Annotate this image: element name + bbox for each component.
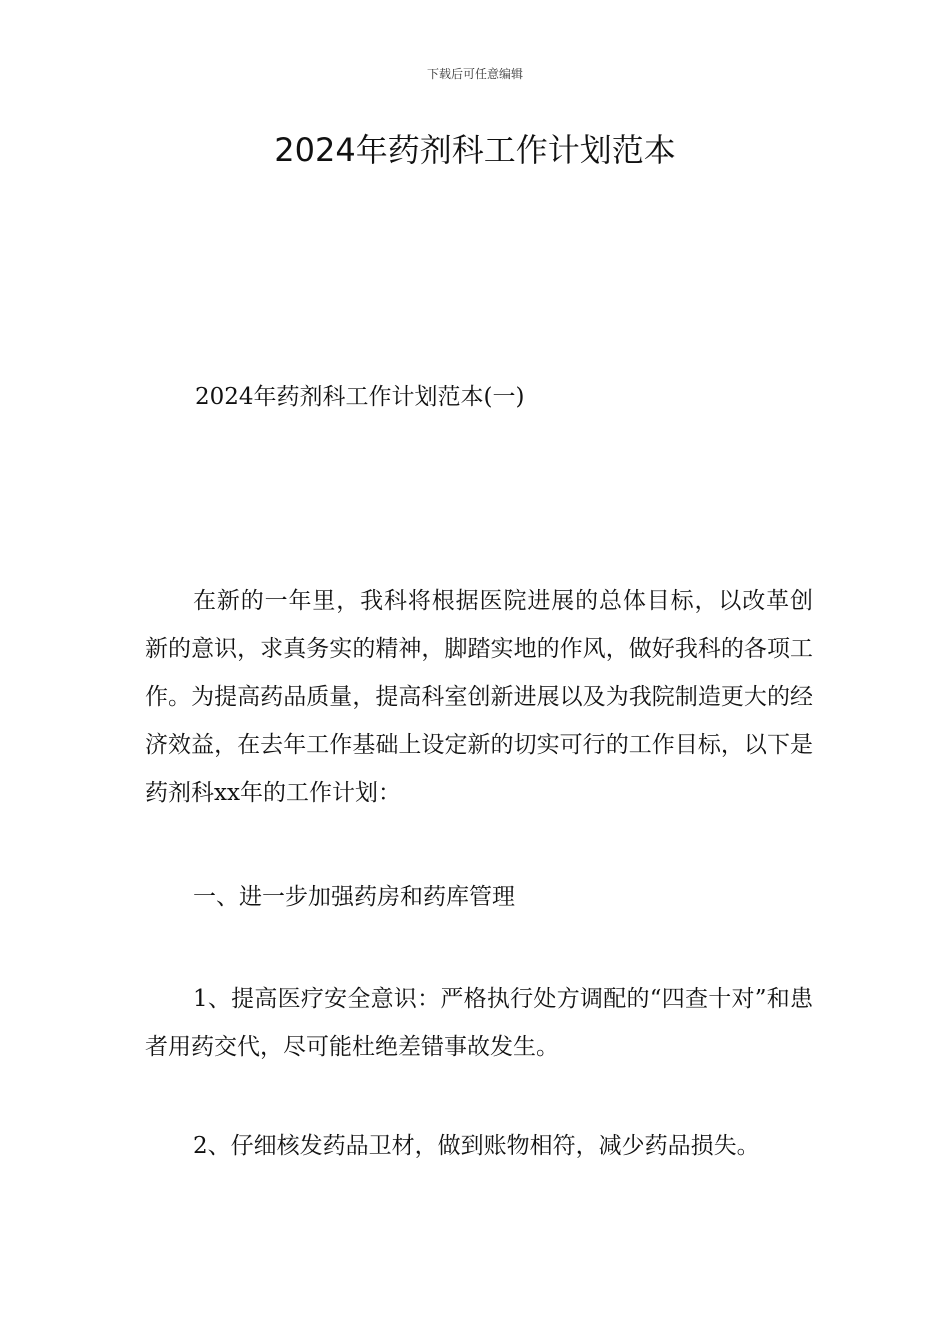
list-item-1: 1、提高医疗安全意识：严格执行处方调配的“四查十对”和患者用药交代，尽可能杜绝差错事故发生。 (145, 986, 813, 1060)
document-title: 2024年药剂科工作计划范本 (274, 131, 676, 169)
intro-paragraph: 在新的一年里，我科将根据医院进展的总体目标，以改革创新的意识，求真务实的精神，脚踏实地的作风，做好我科的各项工作。为提高药品质量，提高科室创新进展以及为我院制造更大的经济效益，在去年工作基础上设定新的切实可行的工作目标，以下是药剂科xx年的工作计划： (145, 588, 813, 806)
list-item-2: 2、仔细核发药品卫材，做到账物相符，减少药品损失。 (193, 1133, 760, 1159)
section-title: 2024年药剂科工作计划范本(一) (195, 384, 525, 410)
header-note: 下载后可任意编辑 (426, 67, 523, 81)
section-heading-1: 一、进一步加强药房和药库管理 (193, 884, 515, 910)
